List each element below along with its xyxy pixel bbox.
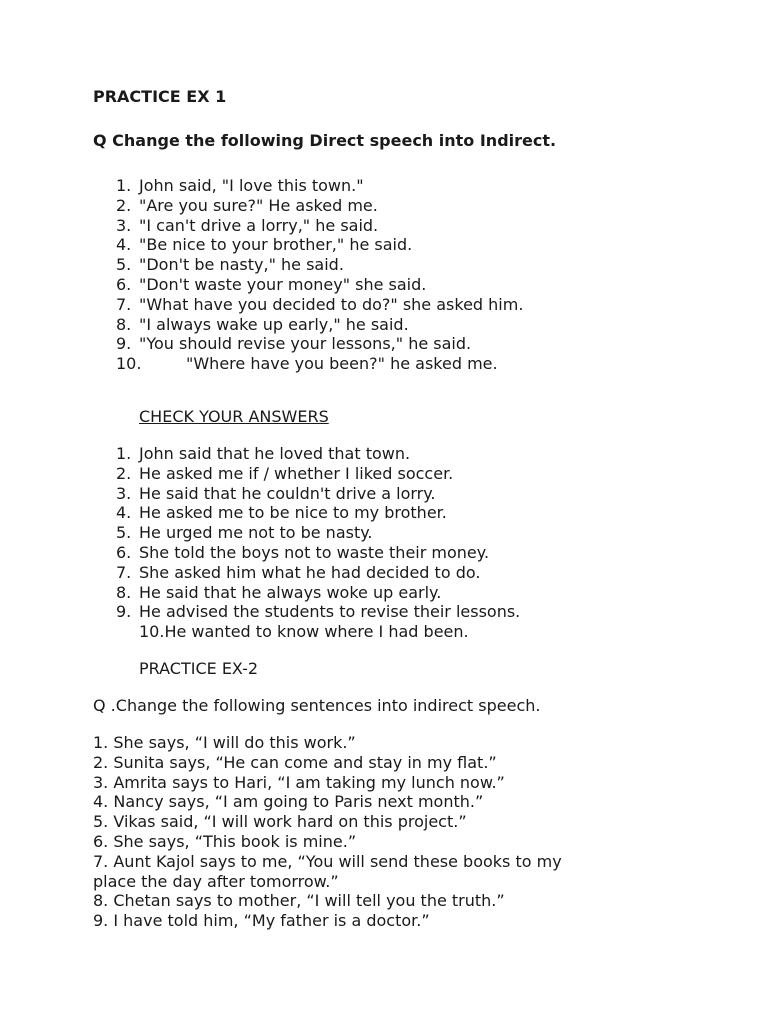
list-item: 5. "Don't be nasty," he said. [116,255,344,275]
list-item: 3. "I can't drive a lorry," he said. [116,215,379,235]
list-item: 7. "What have you decided to do?" she asked him. [116,294,524,314]
list-item: 6. She says, “This book is mine.” [93,831,357,851]
list-item: 9. "You should revise your lessons," he said. [116,334,472,354]
ex1-question-list [116,176,523,374]
list-item: 9. I have told him, “My father is a doctor.” [93,911,430,931]
check-answers-heading: CHECK YOUR ANSWERS [139,407,329,426]
list-item: 4. "Be nice to your brother," he said. [116,235,413,255]
list-item: 5. Vikas said, “I will work hard on this project.” [93,812,467,832]
list-item: 7. Aunt Kajol says to me, “You will send these books to my [93,851,562,871]
list-item: 2. "Are you sure?" He asked me. [116,195,378,215]
answers-list [116,444,520,622]
answer-item-10: 10.He wanted to know where I had been. [139,622,469,641]
list-item: 6. "Don't waste your money" she said. [116,274,427,294]
list-item: 5. He urged me not to be nasty. [116,523,373,543]
list-item: 3. Amrita says to Hari, “I am taking my lunch now.” [93,772,505,792]
list-item: 8. "I always wake up early," he said. [116,314,409,334]
ex1-instruction: Q Change the following Direct speech into Indirect. [93,131,557,150]
ex2-sentence-list [93,733,562,931]
ex1-title: PRACTICE EX 1 [93,87,227,106]
list-item: 2. He asked me if / whether I liked soccer. [116,463,454,483]
list-item: 9. He advised the students to revise their lessons. [116,602,521,622]
list-item: 10. "Where have you been?" he asked me. [116,354,498,374]
ex2-title: PRACTICE EX-2 [139,659,259,678]
list-item: 8. He said that he always woke up early. [116,582,442,602]
list-item: 6. She told the boys not to waste their money. [116,542,490,562]
list-item: 4. Nancy says, “I am going to Paris next month.” [93,792,484,812]
list-item: 3. He said that he couldn't drive a lorry. [116,483,436,503]
list-item: 1. She says, “I will do this work.” [93,733,356,752]
list-item: 1. John said, "I love this town." [116,176,364,195]
list-item: 1. John said that he loved that town. [116,444,411,463]
list-item: 2. Sunita says, “He can come and stay in my flat.” [93,752,497,772]
list-item: 7. She asked him what he had decided to do. [116,562,481,582]
list-item-continuation: place the day after tomorrow.” [93,871,339,891]
ex2-instruction: Q .Change the following sentences into indirect speech. [93,696,541,715]
list-item: 8. Chetan says to mother, “I will tell you the truth.” [93,891,505,911]
list-item: 4. He asked me to be nice to my brother. [116,503,447,523]
